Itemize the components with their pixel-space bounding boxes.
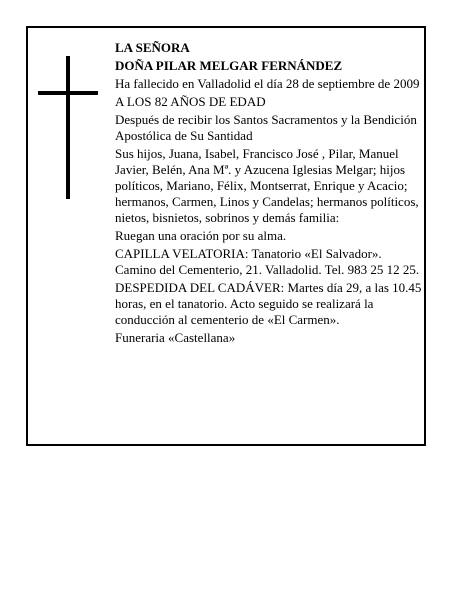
prayer-request: Ruegan una oración por su alma.: [115, 228, 287, 243]
family-statement: Sus hijos, Juana, Isabel, Francisco José , Pilar, Manuel Javier, Belén, Ana Mª. y Azucena Iglesias Melgar; hijos políticos, Mariano, Félix, Montserrat, Enrique y Acacio; hermanos, Carmen, Linos y Candelas; hermanos políticos, nietos, bisnietos, sobrinos y demás familia:: [115, 146, 419, 225]
funeral-home: Funeraria «Castellana»: [115, 330, 236, 345]
obituary-notice: [26, 26, 426, 446]
deceased-name: DOÑA PILAR MELGAR FERNÁNDEZ: [115, 58, 343, 73]
farewell-info: DESPEDIDA DEL CADÁVER: Martes día 29, a las 10.45 horas, en el tanatorio. Acto seguido se realizará la conducción al cementerio de «El Carmen».: [115, 280, 422, 327]
chapel-info: CAPILLA VELATORIA: Tanatorio «El Salvador». Camino del Cementerio, 21. Valladolid. Tel. 983 25 12 25.: [115, 246, 420, 277]
notice-title: LA SEÑORA: [115, 40, 190, 55]
cross-vertical-bar: [66, 56, 70, 199]
obituary-text: [115, 40, 425, 348]
cross-icon: [38, 56, 98, 199]
cross-horizontal-bar: [38, 91, 98, 95]
death-statement: Ha fallecido en Valladolid el día 28 de septiembre de 2009: [115, 76, 420, 91]
sacraments-statement: Después de recibir los Santos Sacramentos y la Bendición Apostólica de Su Santidad: [115, 112, 417, 143]
age-statement: A LOS 82 AÑOS DE EDAD: [115, 94, 266, 109]
